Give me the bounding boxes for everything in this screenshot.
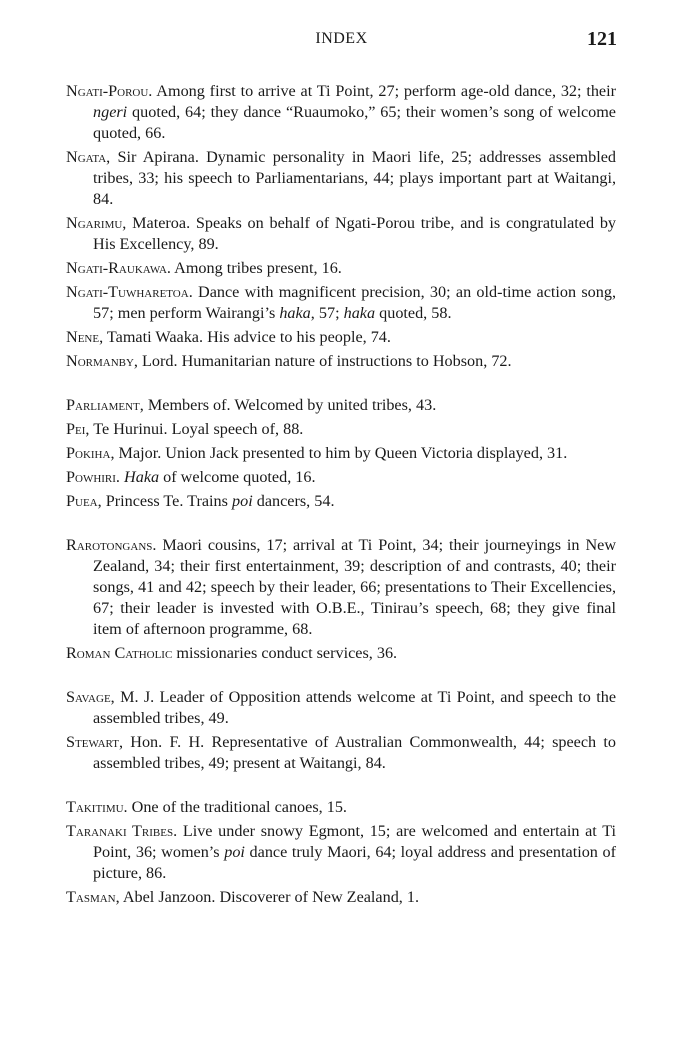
entry-heading: Ngati-Porou.: [66, 82, 153, 100]
index-entry: [66, 147, 616, 210]
entry-heading: Normanby,: [66, 352, 138, 370]
entry-text: [93, 214, 616, 253]
entry-text: [93, 148, 616, 208]
index-group: [66, 687, 616, 774]
entry-heading: Nene,: [66, 328, 104, 346]
index-entry: [66, 535, 616, 640]
entry-text-part: Hon. F. H. Representative of Australian Commonwealth, 44; speech to assembled tribes, 49; present at Waitangi, 84.: [93, 733, 616, 772]
entry-text: [93, 420, 303, 438]
entry-text-part: Among first to arrive at Ti Point, 27; perform age-old dance, 32; their: [156, 82, 617, 100]
entry-heading: Taranaki Tribes.: [66, 822, 178, 840]
entry-text-part: of welcome quoted, 16.: [159, 468, 316, 486]
entry-text-part: dance truly Maori, 64; loyal address and presentation of picture, 86.: [93, 843, 616, 882]
index-entry: [66, 81, 616, 144]
entry-heading: Ngata,: [66, 148, 111, 166]
entry-text: [106, 492, 335, 510]
page-number: 121: [587, 28, 617, 50]
entry-text-part: , 57;: [310, 304, 344, 322]
entry-text-part: Maori cousins, 17; arrival at Ti Point, 34; their journeyings in New Zealand, 34; their first entertainment, 39; description of and contrasts, 40; their songs, 41 and 42; speech by their leader, 66; presentations to Their Excellencies, 67; their leader is invested with O.B.E., Tinirau’s speech, 68; they give final item of afternoon programme, 68.: [93, 536, 617, 638]
entry-heading: Stewart,: [66, 733, 123, 751]
index-entry: [66, 258, 616, 279]
entry-heading: Ngarimu,: [66, 214, 127, 232]
italic-term: haka: [343, 304, 376, 322]
index-entry: [66, 327, 616, 348]
italic-term: haka: [279, 304, 311, 322]
entry-text-part: Materoa. Speaks on behalf of Ngati-Porou tribe, and is congratulated by His Excellency, 89.: [93, 214, 617, 253]
index-entry: [66, 443, 616, 464]
entry-heading: Ngati-Tuwharetoa.: [66, 283, 193, 301]
entry-text-part: Members of. Welcomed by united tribes, 43.: [147, 396, 437, 414]
entry-text-part: Te Hurinui. Loyal speech of, 88.: [93, 420, 304, 438]
entry-heading: Parliament,: [66, 396, 144, 414]
entry-text-part: missionaries conduct services, 36.: [176, 644, 398, 662]
entry-text-part: Princess Te. Trains: [105, 492, 233, 510]
entry-text: [123, 888, 419, 906]
entry-heading: Roman Catholic: [66, 644, 173, 662]
index-entry: [66, 351, 616, 372]
index-entry: [66, 419, 616, 440]
italic-term: poi: [224, 843, 245, 861]
index-entry: [66, 282, 616, 324]
entry-heading: Rarotongans.: [66, 536, 157, 554]
entry-text-part: Lord. Humanitarian nature of instructions to Hobson, 72.: [142, 352, 512, 370]
entry-text-part: quoted, 58.: [375, 304, 452, 322]
entry-heading: Pokiha,: [66, 444, 115, 462]
entry-text: [119, 444, 568, 462]
index-entry: [66, 213, 616, 255]
entry-text-part: M. J. Leader of Opposition attends welcome at Ti Point, and speech to the assembled tribes, 49.: [93, 688, 617, 727]
index-entry: [66, 687, 616, 729]
entry-heading: Tasman,: [66, 888, 120, 906]
entry-text: [174, 259, 342, 277]
index-entry: [66, 732, 616, 774]
index-group: [66, 395, 616, 512]
entry-heading: Powhiri.: [66, 468, 120, 486]
index-entry: [66, 821, 616, 884]
entry-heading: Ngati-Raukawa.: [66, 259, 171, 277]
entry-text-part: Dance with magnificent precision, 30; an old-time action song, 57; men perform Wairangi’s: [93, 283, 616, 322]
entry-text-part: One of the traditional canoes, 15.: [131, 798, 347, 816]
entry-text: [176, 644, 397, 662]
index-entry: [66, 887, 616, 908]
entry-text: [93, 536, 616, 638]
entry-text-part: Among tribes present, 16.: [174, 259, 342, 277]
entry-text-part: dancers, 54.: [252, 492, 335, 510]
entry-text: [142, 352, 512, 370]
entry-text: [93, 82, 616, 142]
index-entry: [66, 467, 616, 488]
index-entry: [66, 491, 616, 512]
entry-text: [148, 396, 436, 414]
index-entry: [66, 395, 616, 416]
index-entry: [66, 643, 616, 664]
entry-text: [107, 328, 391, 346]
index-group: [66, 535, 616, 664]
italic-term: poi: [232, 492, 253, 510]
entry-text: [93, 733, 616, 772]
italic-term: ngeri: [93, 103, 128, 121]
entry-text-part: Live under snowy Egmont, 15; are welcomed and entertain at Ti Point, 36; women’s: [93, 822, 617, 861]
entry-text: [124, 468, 316, 486]
entry-heading: Puea,: [66, 492, 102, 510]
entry-text-part: Sir Apirana. Dynamic personality in Maori life, 25; addresses assembled tribes, 33; his speech to Parliamentarians, 44; plays important part at Waitangi, 84.: [93, 148, 617, 208]
entry-text: [93, 688, 616, 727]
entry-text-part: quoted, 64; they dance “Ruaumoko,” 65; their women’s song of welcome quoted, 66.: [93, 103, 616, 142]
index-entry: [66, 797, 616, 818]
entry-text-part: Abel Janzoon. Discoverer of New Zealand, 1.: [122, 888, 420, 906]
entry-text-part: Major. Union Jack presented to him by Queen Victoria displayed, 31.: [118, 444, 568, 462]
index-group: [66, 797, 616, 908]
page-header: [66, 30, 617, 56]
entry-heading: Pei,: [66, 420, 90, 438]
entry-text: [132, 798, 347, 816]
entry-heading: Takitimu.: [66, 798, 128, 816]
entry-text-part: Tamati Waaka. His advice to his people, 74.: [106, 328, 391, 346]
running-title: INDEX: [315, 30, 368, 47]
index-group: [66, 81, 616, 372]
entry-heading: Savage,: [66, 688, 115, 706]
italic-term: Haka: [124, 468, 160, 486]
index-list: [66, 81, 616, 931]
